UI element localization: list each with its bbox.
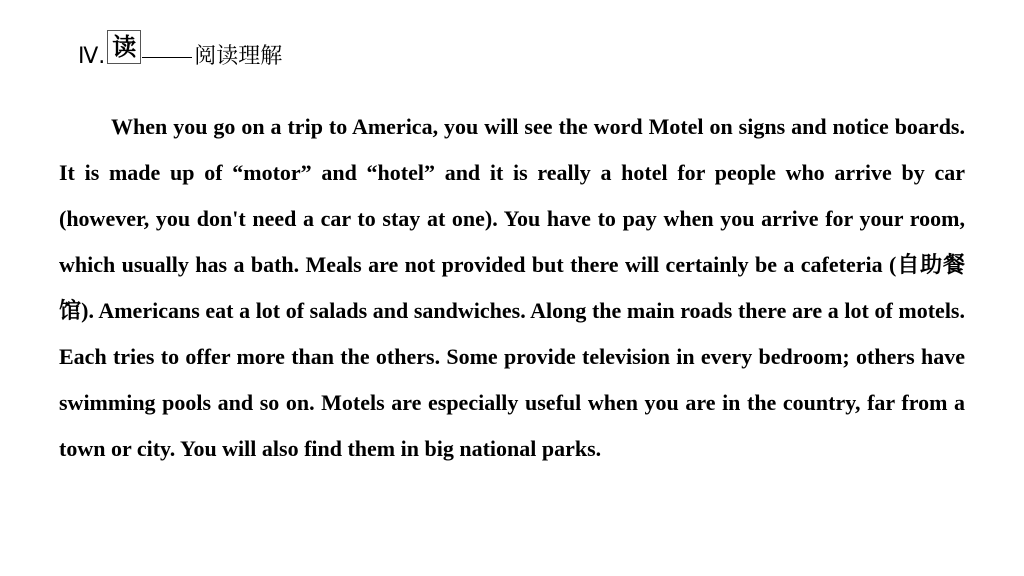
- section-numeral: Ⅳ.: [78, 44, 106, 69]
- section-header: [78, 30, 282, 70]
- reading-passage: When you go on a trip to America, you will see the word Motel on signs and notice boards. It is made up of “motor” and “hotel” and it is really a hotel for people who arrive by car (however, you don't need a car to stay at one). You have to pay when you arrive for your room, which usually has a bath. Meals are not provided but there will certainly be a cafeteria (自助餐馆). Americans eat a lot of salads and sandwiches. Along the main roads there are a lot of motels. Each tries to offer more than the others. Some provide television in every bedroom; others have swimming pools and so on. Motels are especially useful when you are in the country, far from a town or city. You will also find them in big national parks.: [59, 114, 965, 461]
- header-dash-line: [142, 57, 192, 58]
- read-badge: 读: [107, 30, 141, 64]
- section-title: 阅读理解: [194, 44, 283, 69]
